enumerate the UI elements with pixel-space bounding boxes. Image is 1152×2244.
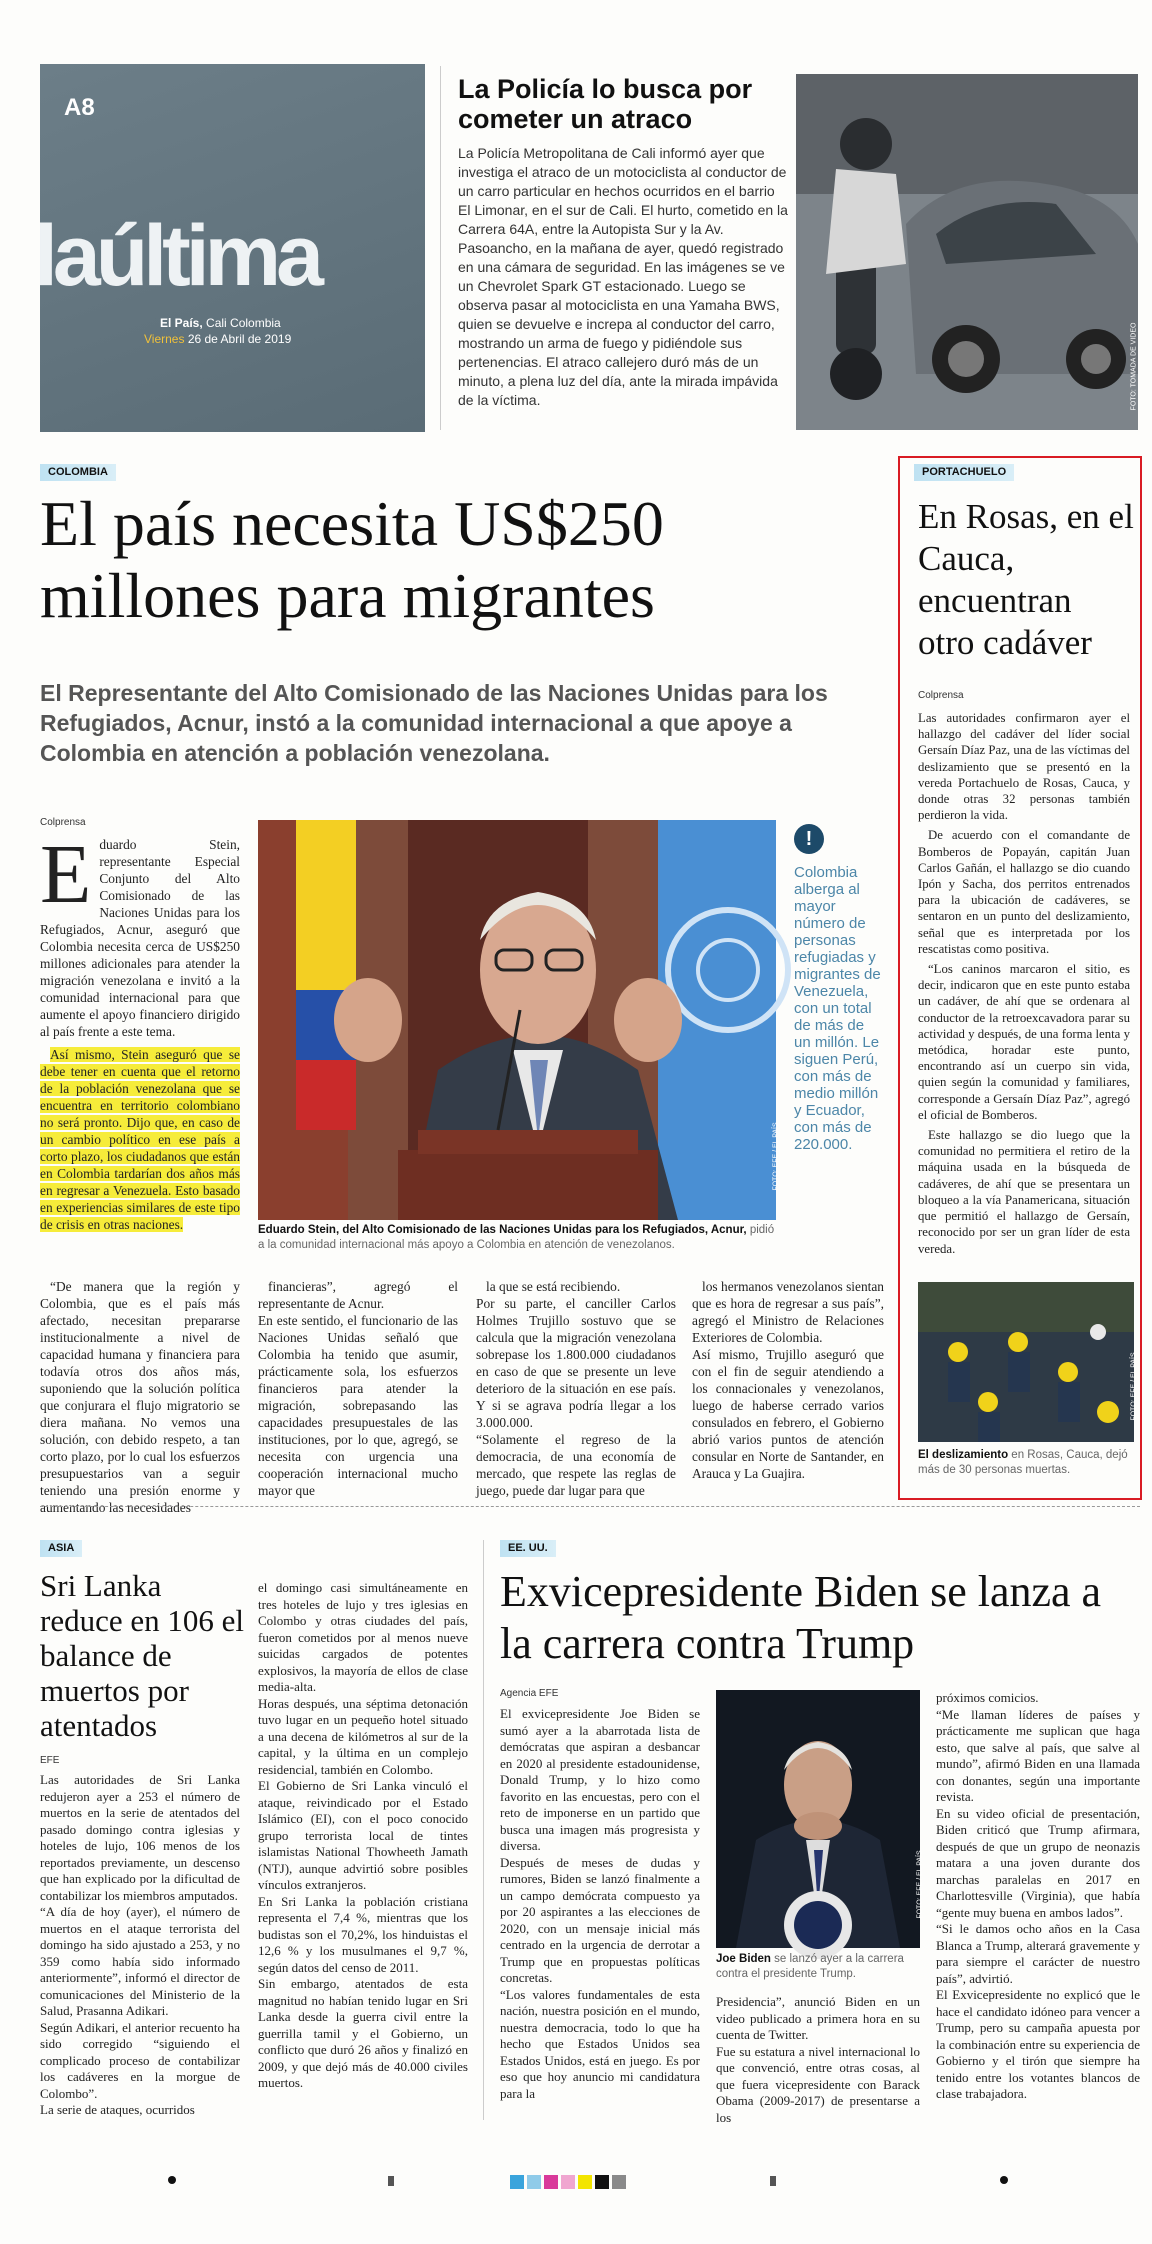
masthead-day: Viernes: [144, 332, 185, 346]
biden-portrait: [716, 1690, 920, 1948]
section-tag-portachuelo: PORTACHUELO: [914, 464, 1014, 481]
side-photo-caption: [918, 1448, 1134, 1478]
masthead-date-text: 26 de Abril de 2019: [184, 332, 292, 346]
section-divider: [40, 1506, 1140, 1507]
main-photo-caption: [258, 1223, 776, 1253]
paper-name: El País,: [160, 316, 203, 330]
dropcap: E: [40, 828, 92, 921]
page-number: A8: [64, 94, 95, 121]
asia-divider: [483, 1540, 484, 2120]
main-byline: Colprensa: [40, 817, 86, 828]
main-column-2: financieras”, agregó el representante de Acnur. En este sentido, el funcionario de las Naciones Unidas señaló que Colombia ha tenido que asumir, prácticamente sola, los esfuerzos financieros para atender la migración, sobrepasando las capacidades presupuestales de las instituciones, por lo que, agregó, se necesita con urgencia una cooperación internacional mucho mayor que: [258, 1279, 458, 1498]
brief-body: La Policía Metropolitana de Cali informó ayer que investiga el atraco de un motociclista al conductor de un carro particular en hechos ocurridos en el barrio El Limonar, en el sur de Cali. El hurto, cometido en la Carrera 64A, entre la Autopista Sur y la Av. Pasoancho, en la mañana de ayer, quedó registrado en una cámara de seguridad. En las imágenes se ve un Chevrolet Spark GT estacionado. Luego se observa pasar al motociclista en una Yamaha BWS, quien se devuelve e increpa al conductor del carro, mostrando un arma de fuego y pidiéndole sus pertenencias. El atraco callejero duró más de un minuto, a plena luz del día, ante la mirada impávida de la víctima.: [458, 145, 788, 408]
masthead-date: [144, 332, 291, 346]
crop-mark: [388, 2176, 394, 2186]
main-paragraph-1: duardo Stein, representante Especial Conjunto del Alto Comisionado de las Naciones Unidas para los Refugiados, Acnur, aseguró que Colombia necesita cerca de US$250 millones adicionales para atender la migración venezolana e invitó a la comunidad internacional para que aumente el apoyo financiero dirigido al país frente a este tema.: [40, 837, 240, 1039]
brief-title: La Policía lo busca por cometer un atraco: [458, 74, 753, 134]
crop-mark: [168, 2176, 176, 2184]
section-tag-colombia: COLOMBIA: [40, 464, 116, 481]
biden-photo-credit: FOTO: EFE / EL PAÍS: [916, 1850, 924, 1919]
side-paragraph-3: “Los caninos marcaron el sitio, es decir, indicaron que en este punto estaba un cadáver, de ahí que se ordenara al conductor de la retroexcavadora parar su actividad y después, de una forma lenta y metódica, horadar este punto, encontrando así un cuerpo sin vida, quien según la comunidad y familiares, corresponde a Gersaín Díaz Paz”, agregó el oficial de Bomberos.: [918, 962, 1130, 1122]
speaker-photo: [258, 820, 776, 1220]
brief-photo: [796, 74, 1138, 430]
biden-photo: [716, 1690, 924, 1948]
brief-photo-credit: FOTO: TOMADA DE VIDEO: [1130, 322, 1138, 411]
main-photo: [258, 820, 780, 1220]
swatch: [612, 2175, 626, 2189]
biden-headline: Exvicepresidente Biden se lanza a la carrera contra Trump: [500, 1567, 1102, 1668]
masthead: [34, 64, 425, 432]
crop-mark: [770, 2176, 776, 2186]
biden-caption-rest: se lanzó ayer a la carrera contra el presidente Trump.: [716, 1953, 904, 1980]
side-paragraph-1: Las autoridades confirmaron ayer el hallazgo del cadáver del líder social Gersaín Díaz Paz, una de las víctimas del deslizamiento que se presentó en la vereda Portachuelo de Rosas, Cauca, y donde otras 32 personas también perdieron la vida.: [918, 711, 1130, 823]
side-photo-credit: FOTO: EFE / EL PAÍS: [1130, 1352, 1138, 1421]
main-paragraph-2: [40, 1046, 240, 1233]
asia-byline: EFE: [40, 1755, 60, 1766]
swatch: [595, 2175, 609, 2189]
side-column: [918, 710, 1130, 1270]
landslide-photo: [918, 1282, 1134, 1442]
swatch: [510, 2175, 524, 2189]
fact-text: Colombia alberga al mayor número de personas refugiadas y migrantes de Venezuela, con un total de más de un millón. Le siguen Perú, con más de medio millón y Ecuador, con más de 220.000.: [794, 864, 881, 1153]
biden-column-3: próximos comicios. “Me llaman líderes de países y prácticamente me suplican que haga esto, que salve al país, que salve al mundo”, afirmó Biden en una llamada con donantes, según una importante revista. En su video oficial de presentación, Biden criticó que Trump afirmara, después de que un grupo de neonazis matara a una joven durante dos marchas paralelas en 2017 en Charlottesville (Virginia), que había “gente muy buena en ambos lados”. “Si le damos ocho años en la Casa Blanca a Trump, alterará gravemente y para siempre el carácter de nuestro país”, advirtió. El Exvicepresidente no explicó que le hace el candidato idóneo para vencer a Trump, pero su campaña apuesta por la combinación entre su experiencia de Gobierno y el tirón que siempre ha tenido entre los votantes blancos de clase trabajadora.: [936, 1690, 1140, 2101]
side-caption-bold: El deslizamiento: [918, 1449, 1009, 1461]
alert-icon: !: [794, 824, 824, 854]
main-column-1b: [40, 1278, 240, 1515]
main-subhead: El Representante del Alto Comisionado de las Naciones Unidas para los Refugiados, Acnur, instó a la comunidad internacional a que apoye a Colombia en atención a población venezolana.: [40, 680, 828, 766]
section-tag-asia: ASIA: [40, 1540, 82, 1557]
paper-city: Cali Colombia: [202, 316, 281, 330]
highlighted-text: Así mismo, Stein aseguró que se debe tener en cuenta que el retorno de la población venezolana que se encuentra en territorio colombiano no será pronto. Dijo que, en caso de un cambio político en ese país a corto plazo, los ciudadanos que están en Colombia tardarían dos años más en regresar a Venezuela. Esto basado en experiencias similares de este tipo de crisis en otras naciones.: [40, 1047, 240, 1232]
swatch: [578, 2175, 592, 2189]
main-photo-credit: FOTO: EFE / EL PAÍS: [772, 1122, 780, 1191]
swatch: [561, 2175, 575, 2189]
side-paragraph-4: Este hallazgo se dio luego que la comunidad no permitiera el retiro de la máquina usada en la búsqueda de cadáveres, de ahí que se presentara un bloqueo a la vía Panamericana, situación que permitió el hallazgo de Gersaín, reconocido por ser un gran líder de esta vereda.: [918, 1128, 1130, 1256]
brief-divider: [440, 66, 441, 430]
section-tag-eeuu: EE. UU.: [500, 1540, 556, 1557]
main-headline: El país necesita US$250 millones para migrantes: [40, 488, 664, 631]
main-column-3: la que se está recibiendo. Por su parte, el canciller Carlos Holmes Trujillo sostuvo que se calcula que la migración venezolana sobrepase los 1.800.000 ciudadanos en caso de que se presente un leve deterioro de la situación en ese país. Y si se agrava podría llegar a los 3.000.000. “Solamente el regreso de la democracia, de una economía de mercado, que respete las reglas de juego, puede dar lugar para que: [476, 1279, 676, 1498]
asia-column-2: el domingo casi simultáneamente en tres hoteles de lujo y tres iglesias en Colombo y otras ciudades del país, fueron cometidos por al menos nueve suicidas cargados de potentes explosivos, la mayoría de ellos de clase media-alta. Horas después, una séptima detonación tuvo lugar en un pequeño hotel situado a una decena de kilómetros al sur de la capital, y la última en un complejo residencial, también en Colombo. El Gobierno de Sri Lanka vinculó el ataque, reivindicado por el Estado Islámico (EI), con el poco conocido grupo terrorista local de tintes islamistas National Thowheeth Jamath (NTJ), aunque advirtió sobre posibles vínculos extranjeros. En Sri Lanka la población cristiana representa el 7,4 %, mientras que los budistas son el 70,2%, los hinduistas el 12,6 % y los musulmanes el 9,7 %, según datos del censo de 2011. Sin embargo, atentados de esta magnitud no habían tenido lugar en Sri Lanka desde la guerra civil entre la guerrilla tamil y el Gobierno, un conflicto que duró 26 años y finalizó en 2009, y que dejó más de 40.000 civiles muertos.: [258, 1580, 468, 2090]
side-paragraph-2: De acuerdo con el comandante de Bomberos de Popayán, capitán Juan Carlos Gañán, el hallazgo se dio cuando Ipón y Sacha, dos perritos entrenados para la ubicación de cadáveres, se sentaron en un punto del deslizamiento, señal que es interpretada por los rescatistas como positiva.: [918, 828, 1130, 956]
side-photo: [918, 1282, 1138, 1442]
biden-column-2: Presidencia”, anunció Biden en un video publicado a primera hora en su cuenta de Twitter. Fue su estatura a nivel internacional lo que convenció, entre otras cosas, al que fuera vicepresidente con Barack Obama (2009-2017) de presentarse a los: [716, 1994, 920, 2125]
main-column-1: [40, 828, 240, 1276]
crop-mark: [1000, 2176, 1008, 2184]
caption-rest: pidió a la comunidad internacional más apoyo a Colombia en atención de venezolanos.: [258, 1224, 775, 1251]
color-registration-bar: [510, 2175, 626, 2189]
side-caption-rest: en Rosas, Cauca, dejó más de 30 personas muertas.: [918, 1449, 1128, 1476]
masthead-paper: [160, 316, 281, 330]
car-photo: [796, 74, 1138, 430]
section-logo: laúltima: [34, 208, 319, 304]
caption-bold: Eduardo Stein, del Alto Comisionado de las Naciones Unidas para los Refugiados, Acnur,: [258, 1224, 747, 1236]
biden-byline: Agencia EFE: [500, 1688, 559, 1699]
biden-column-1: El exvicepresidente Joe Biden se sumó ayer a la abarrotada lista de demócratas que aspiran a desbancar en 2020 al presidente estadounidense, Donald Trump, y lo hizo como favorito en las encuestas, pero con el reto de imponerse en un partido que busca una imagen más progresista y diversa. Después de meses de dudas y rumores, Biden se lanzó finalmente a un campo demócrata compuesto ya por 20 aspirantes a las elecciones de 2020, con un mensaje inicial más centrado en la urgencia de derrotar a Trump que en propuestas políticas concretas. “Los valores fundamentales de esta nación, nuestra posición en el mundo, nuestra democracia, todo lo que ha hecho que Estados Unidos sea Estados Unidos, está en juego. Es por eso que hoy anuncio mi candidatura para la: [500, 1706, 700, 2101]
side-byline: Colprensa: [918, 690, 964, 701]
main-paragraph-3: “De manera que la región y Colombia, que es el país más afectado, necesitan prepararse institucionalmente a nivel de capacidad humana y financiera para todavía otros dos años más, suponiendo que la solución política que conjurara el flujo migratorio se diera mañana. No vemos una solución, con debido respeto, a tan corto plazo, por lo cual los esfuerzos presupuestarios van a seguir teniendo una presión enorme y aumentando las necesidades: [40, 1279, 240, 1515]
swatch: [527, 2175, 541, 2189]
side-headline: En Rosas, en el Cauca, encuentran otro cadáver: [918, 497, 1134, 662]
swatch: [544, 2175, 558, 2189]
asia-headline: Sri Lanka reduce en 106 el balance de muertos por atentados: [40, 1568, 244, 1743]
biden-caption-bold: Joe Biden: [716, 1953, 771, 1965]
fact-box: [786, 820, 884, 1180]
main-column-4: los hermanos venezolanos sientan que es hora de regresar a sus país”, agregó el Ministro de Relaciones Exteriores de Colombia. Así mismo, Trujillo aseguró que con el fin de seguir atendiendo a los connacionales y venezolanos, luego de haberse cerrado varios consulados en febrero, el Gobierno abrió varios puntos de atención consular en Norte de Santander, en Arauca y La Guajira.: [692, 1279, 884, 1481]
asia-column-1: Las autoridades de Sri Lanka redujeron ayer a 253 el número de muertos en la serie de atentados del pasado domingo contra iglesias y hoteles de lujo, 106 menos de los reportados previamente, un descenso que han explicado por la dificultad de contabilizar los miembros amputados. “A día de hoy (ayer), el número de muertos en el ataque terrorista del domingo ha sido ajustado a 253, y no 359 como había sido informado anteriormente”, informó el director de comunicaciones del Ministerio de la Salud, Prasanna Adikari. Según Adikari, el anterior recuento ha sido corregido “siguiendo el complicado proceso de contabilizar los cadáveres en la morgue de Colombo”. La serie de ataques, ocurridos: [40, 1772, 240, 2117]
biden-photo-caption: [716, 1952, 920, 1982]
